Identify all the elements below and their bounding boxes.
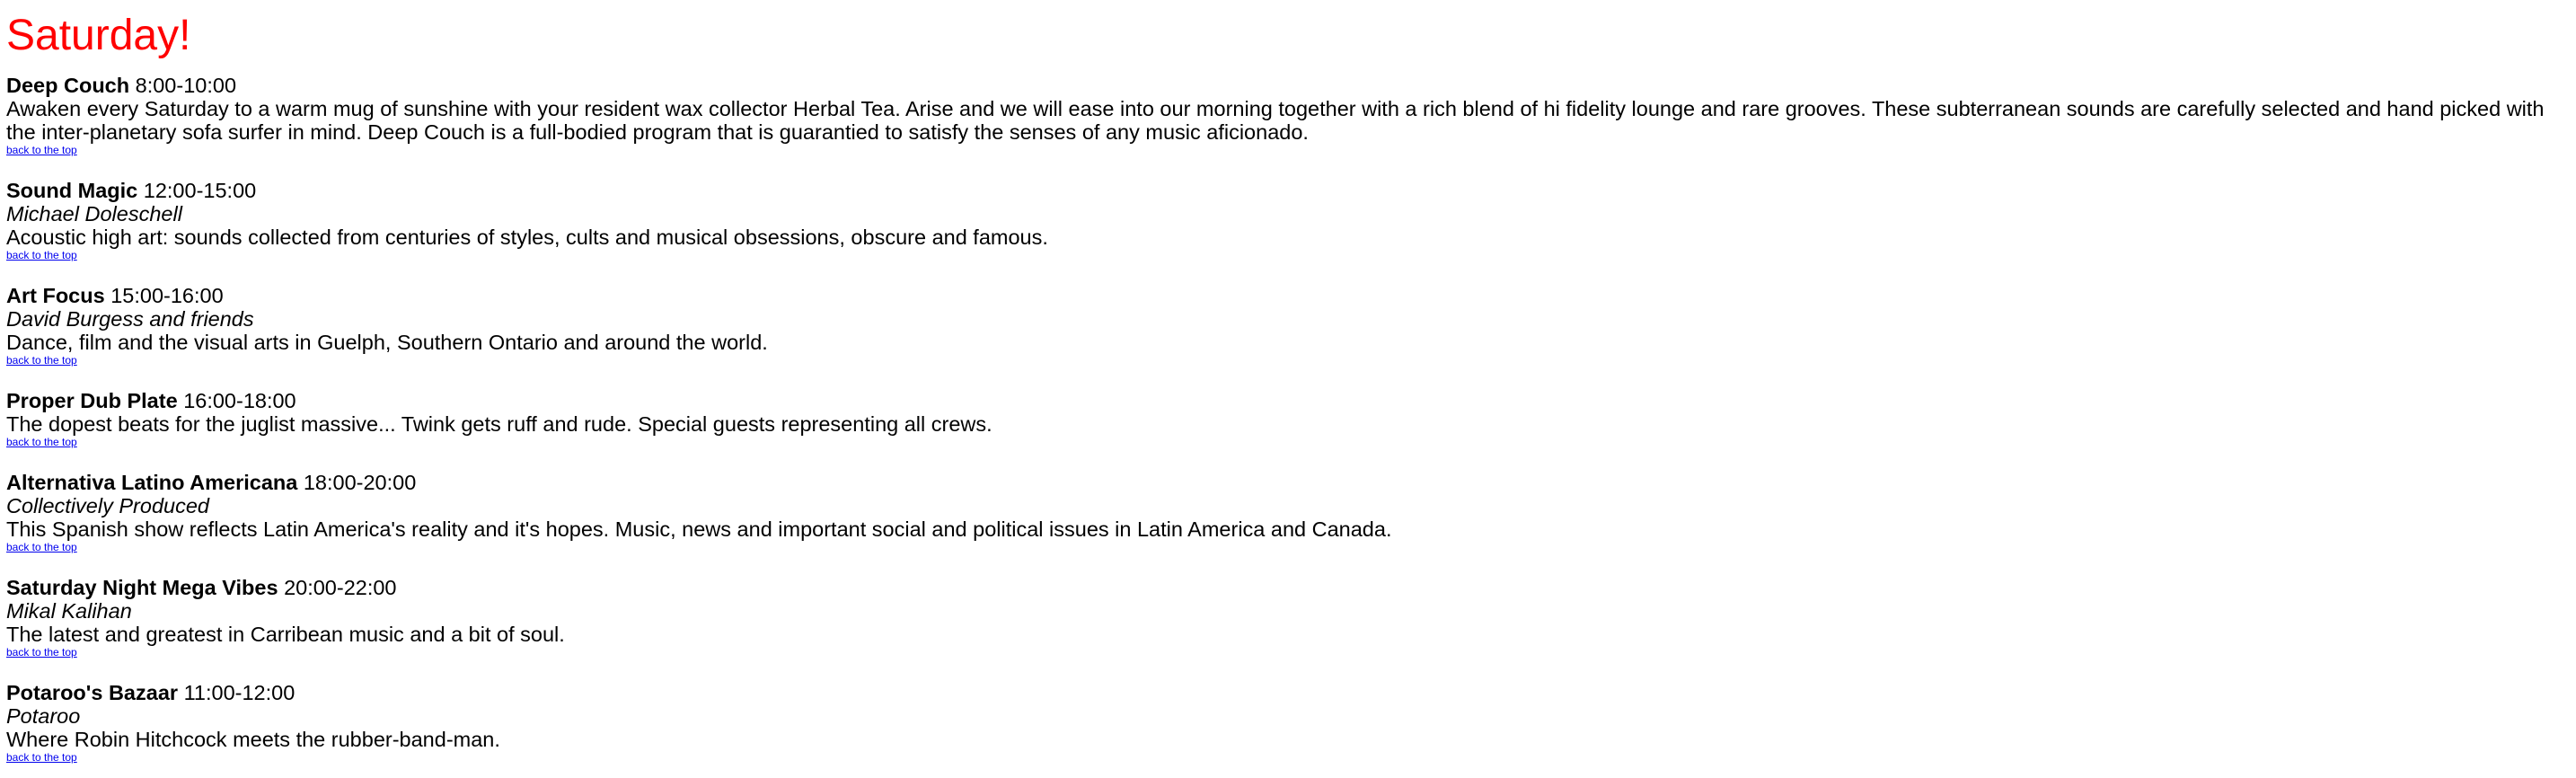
show-time: 20:00-22:00: [284, 576, 397, 599]
show-name: Saturday Night Mega Vibes: [6, 576, 278, 599]
back-to-top-link[interactable]: back to the top: [6, 751, 77, 764]
page-title: Saturday!: [6, 12, 191, 59]
back-to-top-link[interactable]: back to the top: [6, 541, 77, 553]
back-to-top-link[interactable]: back to the top: [6, 646, 77, 659]
show-time: 11:00-12:00: [183, 681, 296, 704]
show-host: Michael Doleschell: [6, 202, 182, 225]
show-time: 12:00-15:00: [143, 179, 257, 202]
show-time: 18:00-20:00: [303, 471, 417, 494]
show-host: Mikal Kalihan: [6, 599, 132, 623]
show-name: Proper Dub Plate: [6, 389, 178, 412]
show-time: 16:00-18:00: [183, 389, 296, 412]
show-description: Dance, film and the visual arts in Guelph, Southern Ontario and around the world.: [6, 331, 768, 354]
show-host: Collectively Produced: [6, 494, 209, 517]
show-heading: [6, 179, 2576, 202]
page-content: [0, 11, 2576, 764]
show-heading: [6, 681, 2576, 704]
show-entry-sound-magic: [6, 179, 2576, 261]
back-to-top-link[interactable]: back to the top: [6, 354, 77, 367]
back-to-top-link[interactable]: back to the top: [6, 436, 77, 448]
show-name: Art Focus: [6, 284, 105, 307]
show-description: This Spanish show reflects Latin America's reality and it's hopes. Music, news and important social and political issues in Latin America and Canada.: [6, 517, 1392, 541]
show-description: The latest and greatest in Carribean music and a bit of soul.: [6, 623, 565, 646]
show-heading: [6, 389, 2576, 412]
show-name: Alternativa Latino Americana: [6, 471, 298, 494]
show-entry-art-focus: [6, 284, 2576, 367]
show-name: Deep Couch: [6, 74, 130, 97]
show-description: Where Robin Hitchcock meets the rubber-band-man.: [6, 728, 500, 751]
show-entry-proper-dub-plate: [6, 389, 2576, 448]
show-time: 15:00-16:00: [110, 284, 224, 307]
show-name: Sound Magic: [6, 179, 138, 202]
show-time: 8:00-10:00: [135, 74, 237, 97]
show-entry-saturday-night-mega-vibes: [6, 576, 2576, 659]
show-description: The dopest beats for the juglist massive... Twink gets ruff and rude. Special guests representing all crews.: [6, 412, 992, 436]
show-description: Acoustic high art: sounds collected from centuries of styles, cults and musical obsessions, obscure and famous.: [6, 225, 1048, 249]
show-host: David Burgess and friends: [6, 307, 254, 331]
show-entry-alternativa-latino-americana: [6, 471, 2576, 553]
back-to-top-link[interactable]: back to the top: [6, 144, 77, 156]
show-heading: [6, 576, 2576, 599]
show-entry-potaroos-bazaar: [6, 681, 2576, 764]
show-heading: [6, 471, 2576, 494]
back-to-top-link[interactable]: back to the top: [6, 249, 77, 261]
show-entry-deep-couch: [6, 74, 2576, 156]
show-name: Potaroo's Bazaar: [6, 681, 179, 704]
show-description: Awaken every Saturday to a warm mug of sunshine with your resident wax collector Herbal Tea. Arise and we will ease into our morning together with a rich blend of hi fidelity lounge and rare grooves. These subterranean sounds are carefully selected and hand picked with the inter-planetary sofa surfer in mind. Deep Couch is a full-bodied program that is guarantied to satisfy the senses of any music aficionado.: [6, 97, 2545, 144]
show-host: Potaroo: [6, 704, 81, 728]
show-heading: [6, 284, 2576, 307]
show-heading: [6, 74, 2576, 97]
